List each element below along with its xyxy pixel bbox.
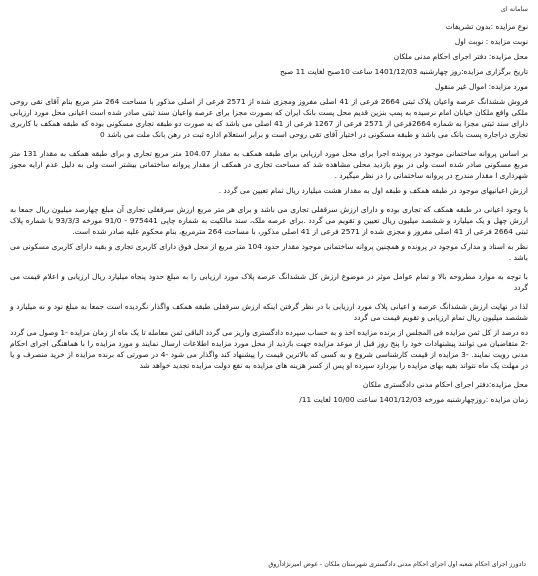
- building-value-paragraph: ارزش اعیانیهای موجود در طبقه همکف و طبقه اول به مقدار هشت میلیارد ریال تمام تعیین می گردد .: [218, 186, 528, 195]
- usage-paragraph: نظر به اسناد و مدارک موجود در پرونده و همچنین پروانه ساختمانی موجود مقدار حدود 104 متر مربع از محل فوق دارای کاربری تجاری و بقیه دارای کاربری مسکونی می باشد .: [10, 242, 528, 262]
- commercial-goodwill-paragraph: با وجود اعیانی در طبقه همکف که تجاری بوده و دارای ارزش سرقفلی تجاری می باشد و برای هر متر مربع ارزش سرقفلی تجاری آن مبلغ چهارصد میلیون ریال جمعا به ارزش چهل و یک میلیارد و ششصد میلیون ریال تعیین و تقویم می گردد .برای عرصه ملک، سند مالکیت به شماره چاپی 975441 - 91/0 مورخه 93/3/3 با شماره پلاک ثبتی 2664 فرعی از 41 اصلی مفروز و مجزی شده از 2571 فرعی از 41 اصلی مذکور، با مساحت 264 مترمربع، بنام محکوم علیه صادر شده است.: [10, 205, 528, 236]
- valuation-paragraph: با توجه به موارد مطروحه بالا و تمام عوامل موثر در موضوع ارزش کل ششدانگ عرصه پلاک مورد ارزیابی را به مبلغ حدود پنجاه میلیارد ریال ارزیابی و اعلام قیمت می گردد: [10, 272, 528, 292]
- auction-type: نوع مزایده :بدون تشریفات: [445, 22, 528, 31]
- closing-venue: محل مزایده:دفتر اجرای احکام مدنی دادگستری ملکان: [362, 380, 528, 389]
- signature-footer: دادورز اجرای احکام شعبه اول اجرای احکام مدنی دادگستری شهرستان ملکان - عوض امیرنژادآروق: [268, 561, 526, 568]
- property-description: فروش ششدانگ عرصه واعیان پلاک ثبتی 2664 فرعی از 41 اصلی مفروز ومجزی شده از 2571 فرعی از اصلی مذکور با مساحت 264 متر مربع بنام آقای تقی روحی ملکی واقع ملکان خیابان امام نرسیده به پمپ بنزین قدیم محل پست بانک ایران که بصورت مجزا برای عرصه واعیان سند ثبتی صادر شده است اعیانی محل مورد ارزیابی دارای سند ثبتی مجزا به شماره 2664فرعی از 2571 فرعی از 1267 فرعی از 41 اصلی می باشد که به صورت دو طبقه تجاری مسکونی بوده که طبقه همکف با کاربری تجاری دراجاره پست بانک می باشد و طبقه مسکونی در اختیار آقای تقی روحی است و برابر استعلام اداره ثبت در رهن بانک ملت می باشد 0: [10, 97, 528, 139]
- corner-label: سامانه ای: [500, 5, 528, 13]
- final-valuation-paragraph: لذا در نهایت ارزش ششدانگ عرصه و اعیانی پلاک مورد ارزیابی با در نظر گرفتن اینکه ارزش سرقفلی طبقه همکف واگذار نگردیده است جمعا به مبلغ نود و نه میلیارد و ششصد میلیون ریال تمام ارزیابی و تقویم قیمت می گردد: [10, 302, 528, 322]
- closing-time: زمان مزایده :روزچهارشنبه مورخه 1401/12/03 ساعت 10/00 لغایت 11/: [299, 395, 528, 404]
- auction-venue: محل مزایده: دفتر اجرای احکام مدنی ملکان: [393, 52, 528, 61]
- auction-round: نوبت مزایده : نوبت اول: [454, 37, 528, 46]
- auction-datetime: تاریخ برگزاری مزایده:روز چهارشنبه 1401/12/03 ساعت 10صبح لغایت 11 صبح: [280, 67, 528, 76]
- building-permit-paragraph: بر اساس پروانه ساختمانی موجود در پرونده اجرا برای محل مورد ارزیابی برای طبقه همکف به مقدار 104.07 متر مربع تجاری و برای طبقه همکف به مقدار 131 متر مربع مسکونی صادر شده است ولی در بوم بازدید محلی مشاهده شد که مساحت تجاری در همکف از مقدار پروانه ساختمانی بیشتر است ولی به دلیل عدم ارایه مجوز شهرداری ا مقدار مندرج در پروانه ساختمانی را در نظر میگیرد .: [10, 149, 528, 180]
- auction-terms-paragraph: ده درصد از کل ثمن مزایده فی المجلس از برنده مزایده اخذ و به حساب سپرده دادگستری واریز می گردد الباقی ثمن معامله تا یک ماه از زمان مزایده -1 وصول می گردد -2 متقاضیان می توانند پیشنهادات خود را پنج روز قبل از موعد مزایده جهت بازدید از محل مورد مزایده اطلاعات ارسال نمایند و مورد مزایده را با هماهنگی اجرای احکام مدنی رویت نمایند. -3 مزایده از قیمت کارشناسی شروع و به کسی که بالاترین قیمت را پیشنهاد کند واگذار می شود -4 در صورتی که برنده مزایده از خرید منصرف و یا در مهلت یک ماه نتواند بقیه بهای مزایده را بپردازد سپرده او پس از کسر هزینه های مزایده به نفع دولت مزایده تجدید خواهد شد: [10, 328, 528, 370]
- auction-subject: مورد مزایده: اموال غیر منقول: [435, 82, 528, 91]
